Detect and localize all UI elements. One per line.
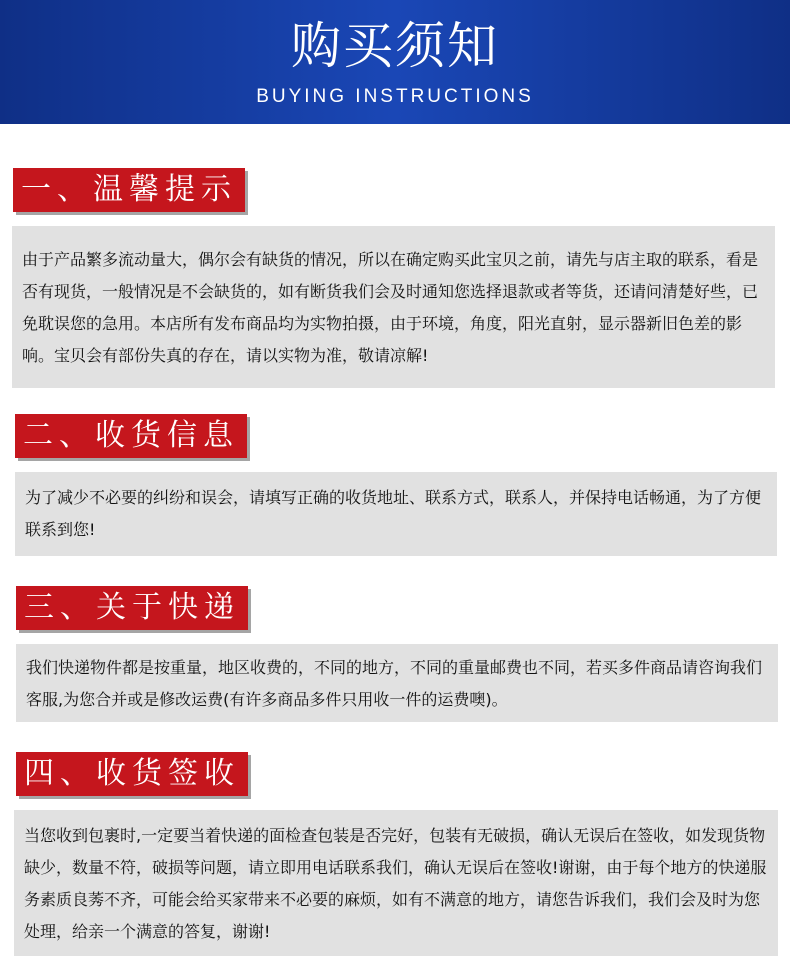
section-heading-tips: 一、温馨提示	[13, 168, 245, 212]
section-body-tips: 由于产品繁多流动量大，偶尔会有缺货的情况，所以在确定购买此宝贝之前，请先与店主取的联系，看是否有现货，一般情况是不会缺货的，如有断货我们会及时通知您选择退款或者等货，还请问清楚好些，已免耽误您的急用。本店所有发布商品均为实物拍摄，由于环境，角度，阳光直射，显示器新旧色差的影响。宝贝会有部份失真的存在，请以实物为准，敬请凉解!	[12, 226, 775, 388]
section-heading-delivery: 三、关于快递	[16, 586, 248, 630]
page-subtitle: BUYING INSTRUCTIONS	[256, 86, 534, 107]
section-heading-receiving-info: 二、收货信息	[15, 414, 247, 458]
header-banner	[0, 0, 790, 124]
page-title: 购买须知	[291, 17, 499, 75]
section-body-delivery: 我们快递物件都是按重量，地区收费的，不同的地方，不同的重量邮费也不同，若买多件商品请咨询我们客服,为您合并或是修改运费(有许多商品多件只用收一件的运费噢)。	[16, 644, 778, 722]
section-body-signing: 当您收到包裹时,一定要当着快递的面检查包装是否完好，包装有无破损，确认无误后在签收，如发现货物缺少，数量不符，破损等问题，请立即用电话联系我们，确认无误后在签收!谢谢，由于每个地方的快递服务素质良莠不齐，可能会给买家带来不必要的麻烦，如有不满意的地方，请您告诉我们，我们会及时为您处理，给亲一个满意的答复，谢谢!	[14, 810, 778, 956]
section-heading-signing: 四、收货签收	[16, 752, 248, 796]
section-body-receiving-info: 为了减少不必要的纠纷和误会，请填写正确的收货地址、联系方式，联系人，并保持电话畅通，为了方便联系到您!	[15, 472, 777, 556]
